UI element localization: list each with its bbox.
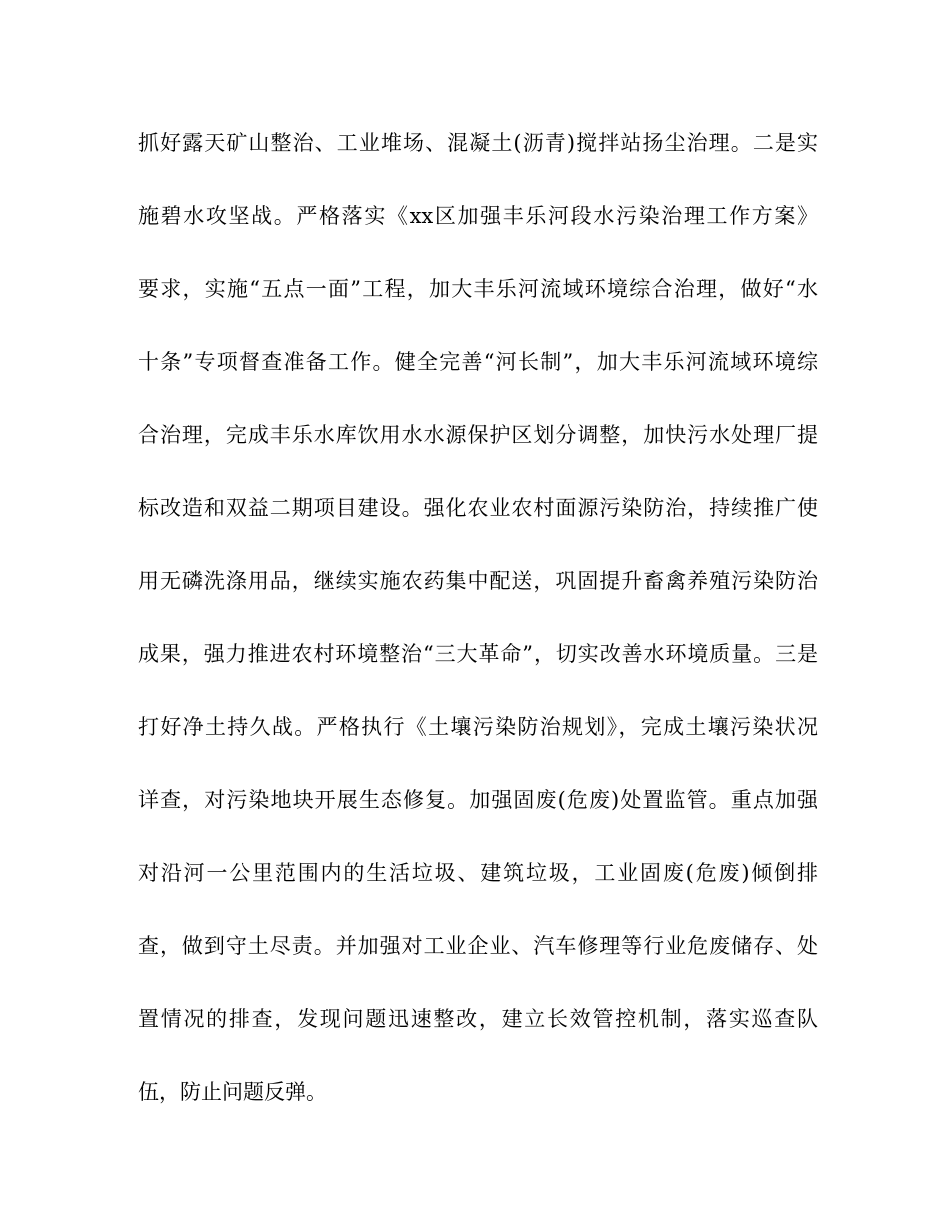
text-line: 对沿河一公里范围内的生活垃圾、建筑垃圾，工业固废(危废)倾倒排 <box>138 861 818 885</box>
text-line-last: 伍，防止问题反弹。 <box>138 1080 327 1104</box>
text-line: 标改造和双益二期项目建设。强化农业农村面源污染防治，持续推广使 <box>138 496 818 520</box>
text-line: 打好净土持久战。严格执行《土壤污染防治规划》，完成土壤污染状况 <box>138 715 818 739</box>
text-line: 抓好露天矿山整治、工业堆场、混凝土(沥青)搅拌站扬尘治理。二是实 <box>138 131 818 155</box>
text-line: 合治理，完成丰乐水库饮用水水源保护区划分调整，加快污水处理厂提 <box>138 423 818 447</box>
text-line: 十条”专项督查准备工作。健全完善“河长制”，加大丰乐河流域环境综 <box>138 350 818 374</box>
text-line: 查，做到守土尽责。并加强对工业企业、汽车修理等行业危废储存、处 <box>138 934 818 958</box>
text-line: 详查，对污染地块开展生态修复。加强固废(危废)处置监管。重点加强 <box>138 788 818 812</box>
body-paragraph <box>138 123 818 1145</box>
text-line: 成果，强力推进农村环境整治“三大革命”，切实改善水环境质量。三是 <box>138 642 818 666</box>
text-line: 置情况的排查，发现问题迅速整改，建立长效管控机制，落实巡查队 <box>138 1007 818 1031</box>
text-line: 施碧水攻坚战。严格落实《xx区加强丰乐河段水污染治理工作方案》 <box>138 204 818 228</box>
text-line: 要求，实施“五点一面”工程，加大丰乐河流域环境综合治理，做好“水 <box>138 277 818 301</box>
text-line: 用无磷洗涤用品，继续实施农药集中配送，巩固提升畜禽养殖污染防治 <box>138 569 818 593</box>
